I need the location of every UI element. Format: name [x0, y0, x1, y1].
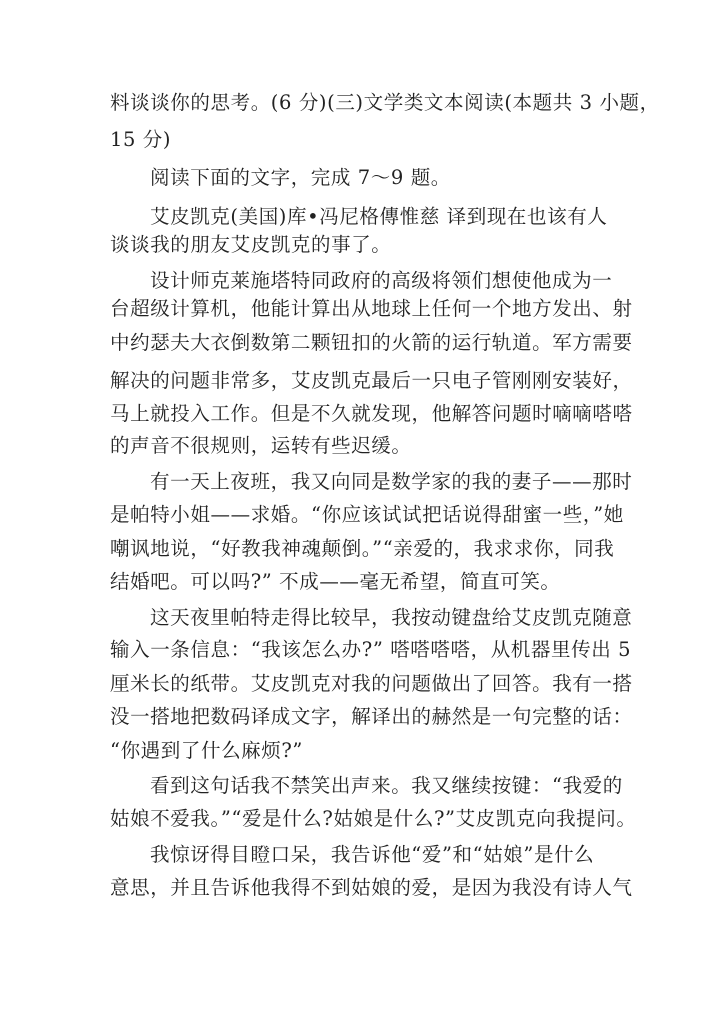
- text-line: 没一搭地把数码译成文字，解译出的赫然是一句完整的话：: [110, 705, 633, 728]
- text-line: 我惊讶得目瞪口呆，我告诉他“爱”和“姑娘”是什么: [150, 843, 595, 866]
- text-line: 看到这句话我不禁笑出声来。我又继续按键：“我爱的: [150, 774, 623, 797]
- text-line: 料谈谈你的思考。(6 分)(三)文学类文本阅读(本题共 3 小题，: [110, 91, 660, 114]
- text-line: 姑娘不爱我。”“爱是什么?姑娘是什么?”艾皮凯克向我提问。: [110, 807, 637, 830]
- text-line: 输入一条信息：“我该怎么办?” 嗒嗒嗒嗒，从机器里传出 5: [110, 638, 632, 661]
- text-line: 是帕特小姐——求婚。“你应该试试把话说得甜蜜一些，”她: [110, 503, 624, 526]
- text-line: 中约瑟夫大衣倒数第二颗钮扣的火箭的运行轨道。军方需要: [110, 331, 633, 354]
- text-line: 有一天上夜班，我又向同是数学家的我的妻子——那时: [150, 470, 633, 493]
- text-line: 意思，并且告诉他我得不到姑娘的爱，是因为我没有诗人气: [110, 876, 633, 899]
- text-line: “你遇到了什么麻烦?”: [110, 739, 303, 762]
- text-line: 厘米长的纸带。艾皮凯克对我的问题做出了回答。我有一搭: [110, 672, 633, 695]
- text-line: 阅读下面的文字，完成 7～9 题。: [150, 166, 451, 189]
- text-line: 艾皮凯克(美国)库•冯尼格傳惟慈 译到现在也该有人: [150, 205, 608, 228]
- text-line: 嘲讽地说，“好教我神魂颠倒。”“亲爱的，我求求你，同我: [110, 537, 615, 560]
- text-line: 解决的问题非常多，艾皮凯克最后一只电子管刚刚安装好，: [110, 369, 633, 392]
- text-line: 15 分): [110, 128, 172, 151]
- text-line: 的声音不很规则，运转有些迟缓。: [110, 434, 412, 457]
- text-line: 谈谈我的朋友艾皮凯克的事了。: [110, 233, 392, 256]
- text-line: 这天夜里帕特走得比较早，我按动键盘给艾皮凯克随意: [150, 606, 633, 629]
- text-line: 结婚吧。可以吗?” 不成——毫无希望，简直可笑。: [110, 570, 561, 593]
- text-line: 马上就投入工作。但是不久就发现，他解答问题时嘀嘀嗒嗒: [110, 402, 633, 425]
- text-line: 设计师克莱施塔特同政府的高级将领们想使他成为一: [150, 269, 613, 292]
- text-line: 台超级计算机，他能计算出从地球上任何一个地方发出、射: [110, 297, 633, 320]
